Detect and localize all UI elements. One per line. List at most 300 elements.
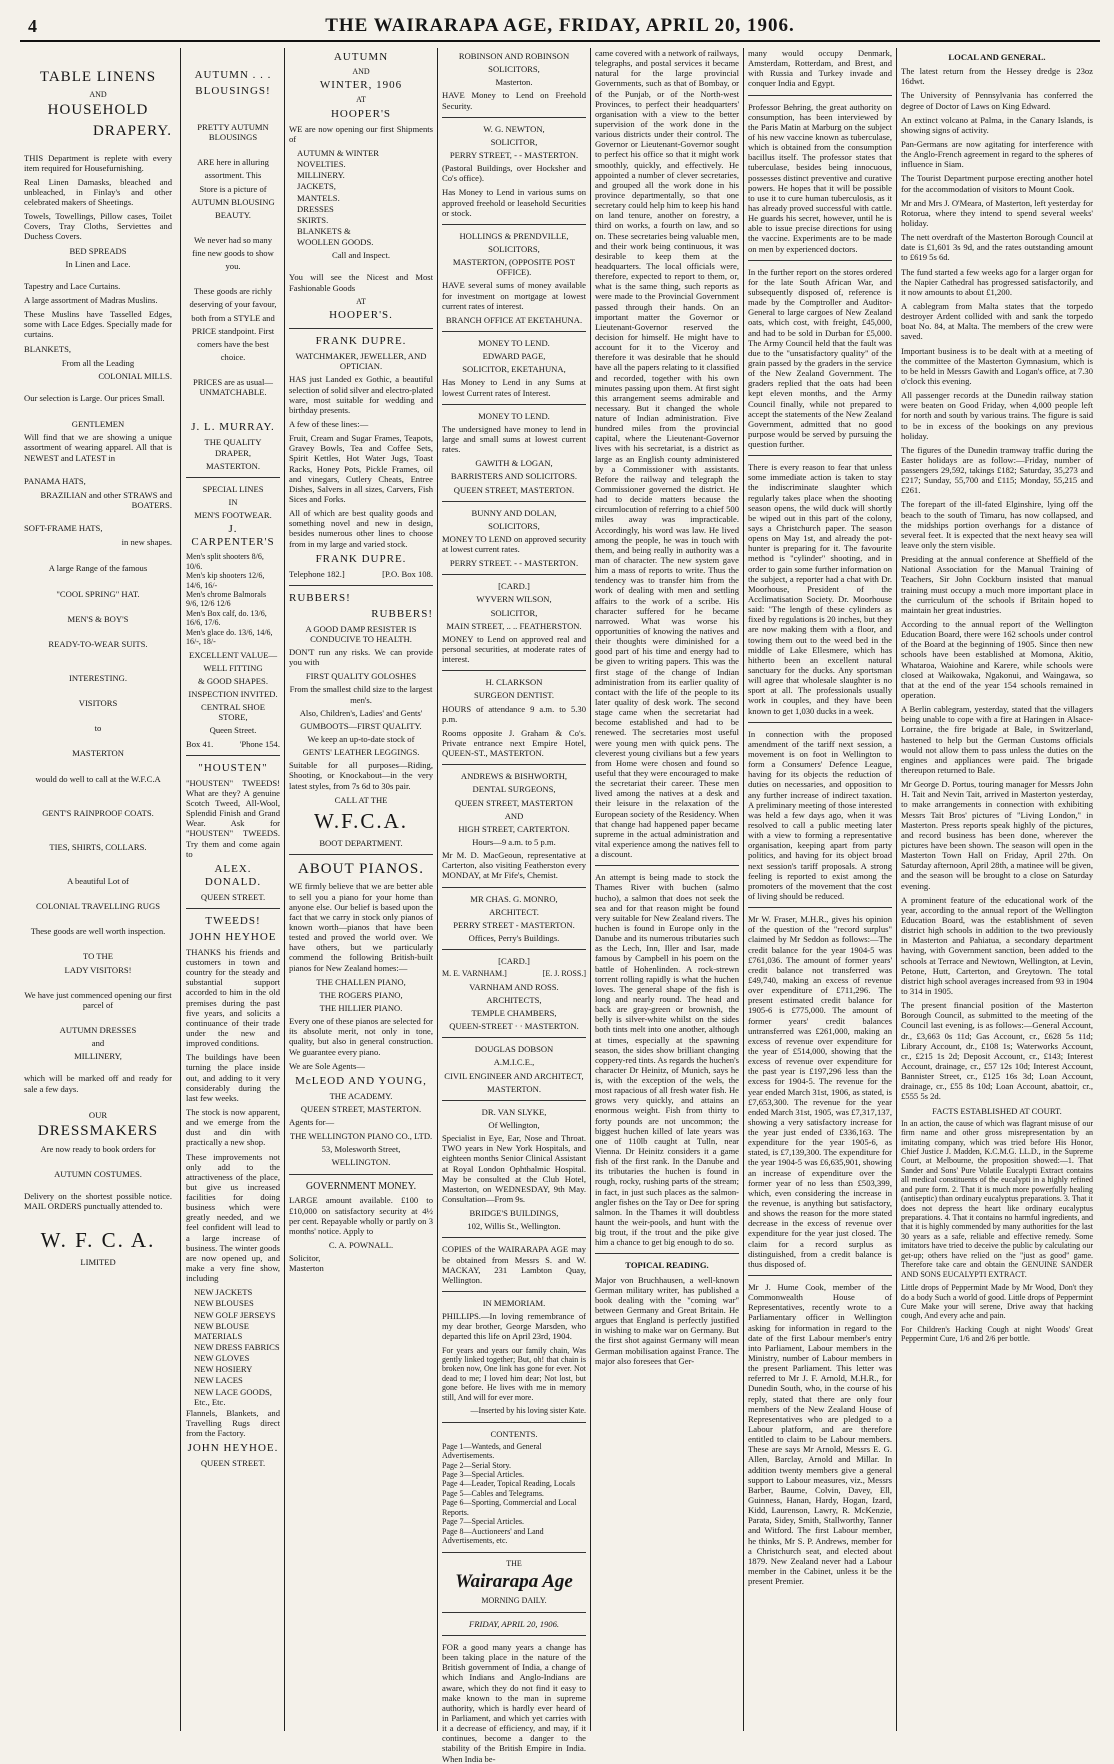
- ad-text: FIRST QUALITY GOLOSHES: [305, 671, 417, 682]
- editorial-masthead-title: Wairarapa Age: [455, 1570, 573, 1592]
- ad-text: Also, Children's, Ladies' and Gents': [299, 707, 423, 718]
- ad-text: Store is a picture of: [199, 183, 267, 194]
- card-text: Mr M. D. MacGeoun, representative at Carterton, also visiting Featherston every MONDAY, at Mr Fife's, Chemist.: [442, 850, 586, 881]
- ad-text: MILLINERY,: [74, 1051, 122, 1062]
- list-item: NEW GOLF JERSEYS: [194, 1309, 276, 1320]
- ad-heading: JOHN HEYHOE: [189, 930, 277, 943]
- ad-heading: AUTUMN: [333, 51, 389, 63]
- card-text: HOURS of attendance 9 a.m. to 5.30 p.m.: [442, 703, 586, 724]
- column-rule: [590, 48, 591, 1731]
- ad-text: In Linen and Lace.: [65, 258, 131, 269]
- ad-text: VISITORS: [78, 698, 118, 709]
- ad-text: Fruit, Cream and Sugar Frames, Teapots, Gravey Bowls, Tea and Coffee Sets, Spirit Kettles, Hot Water Jugs, Toast Racks, Honey Pots, Pickle Frames, oil and vinegars, Cutlery Cheats, Entree Dishes, Salvers in all sizes, Carvers, Fish Sices and Forks.: [289, 433, 433, 504]
- ad-text: THE WELLINGTON PIANO CO., LTD.: [289, 1131, 433, 1142]
- card-text: GAWITH & LOGAN,: [475, 458, 553, 469]
- card-text: ARCHITECT.: [489, 906, 539, 917]
- card-text: Rooms opposite J. Graham & Co's. Private entrance next Empire Hotel, QUEEN-ST., MASTERTON.: [442, 727, 586, 759]
- column-7-local-and-general: [901, 48, 1093, 1731]
- ad-text: 53, Molesworth Street,: [321, 1144, 401, 1155]
- card-text: SOLICITORS,: [488, 64, 540, 75]
- ad-text: [P.O. Box 108.: [382, 568, 433, 579]
- card-text: BRANCH OFFICE AT EKETAHUNA.: [445, 314, 583, 325]
- ad-text: These goods are richly: [193, 286, 273, 297]
- news-item: Little drops of Peppermint Made by Mr Wood, Don't they do a body Such a world of good. Little drops of Peppermint Cure Make your will serene, Drive away that hacking cough, And every ache and pain.: [901, 1283, 1093, 1321]
- column-rule: [896, 48, 897, 1731]
- ad-heading: SPECIAL LINES: [202, 483, 264, 494]
- news-item: For Children's Hacking Cough at night Woods' Great Peppermint Cure, 1/6 and 2/6 per bottle.: [901, 1324, 1093, 1344]
- contents-item: Page 4—Leader, Topical Reading, Locals: [442, 1479, 576, 1489]
- ad-text: 'Phone 154.: [239, 738, 280, 749]
- list-item: DRESSES: [297, 203, 334, 214]
- ad-text: Are now ready to book orders for: [40, 1143, 156, 1154]
- ad-text: THE CHALLEN PIANO,: [316, 976, 406, 987]
- ad-heading: LADY VISITORS!: [64, 964, 132, 975]
- ad-text: C. A. POWNALL.: [328, 1239, 394, 1250]
- ad-text: WATCHMAKER, JEWELLER, AND OPTICIAN.: [295, 351, 427, 372]
- card-text: Offices, Perry's Buildings.: [468, 933, 560, 943]
- card-text: [E. J. ROSS.]: [542, 969, 586, 979]
- ad-heading: J. L. MURRAY.: [191, 421, 275, 434]
- column-rule: [743, 48, 744, 1731]
- ad-heading: FRANK DUPRE.: [315, 335, 407, 348]
- ad-text: We never had so many: [193, 234, 273, 245]
- column-2-ads: [186, 48, 280, 1731]
- news-item: A cablegram from Malta states that the torpedo destroyer Ardent collided with and sank the torpedo boat No. 84, at Malta. The members of the crew were saved.: [901, 300, 1093, 342]
- card-text: SURGEON DENTIST.: [473, 690, 555, 701]
- ad-text: WELL FITTING: [203, 662, 263, 673]
- ad-text: A few of these lines:—: [289, 418, 369, 429]
- article-text: many would occupy Denmark, Amsterdam, Rotterdam, and Brest, and with Russia and Turkey invade and conquer India and Egypt.: [748, 48, 892, 89]
- article-text: In connection with the proposed amendment of the tariff next session, a movement is on foot in Wellington to form a Consumers' Defence League, having for its objects the reduction of duties on necessaries, and opposition to any further increase of indirect taxation. A preliminary meeting of those interested was held a few days ago, when it was resolved to call a public meeting later with a view to forming a representative organisation, keeping apart from party politics, and having for its object broad next session's tariff proposals. A strong feeling is reported to exist among the promoters of the movement that the cost of living should be reduced.: [748, 728, 892, 901]
- ad-text: A beautiful Lot of: [67, 875, 129, 886]
- list-item: WOOLLEN GOODS.: [297, 237, 374, 248]
- contents-item: Page 6—Sporting, Commercial and Local Reports.: [442, 1498, 577, 1517]
- card-text: A.M.I.C.E.,: [493, 1057, 535, 1068]
- ad-heading: "HOUSTEN": [198, 761, 268, 774]
- ad-text: HAS just Landed ex Gothic, a beautiful selection of solid silver and electro-plated ware, most suitable for wedding and birthday presents.: [289, 374, 433, 415]
- list-item: NEW BLOUSES: [194, 1298, 254, 1309]
- list-item: NEW GLOVES: [194, 1353, 250, 1364]
- ad-text: READY-TO-WEAR SUITS.: [48, 638, 148, 649]
- card-text: SOLICITOR,: [490, 136, 538, 147]
- ad-text: "HOUSTEN" TWEEDS! What are they? A genuine Scotch Tweed, All-Wool, Splendid Finish and Grand Wear. Ask for "HOUSTEN" TWEEDS. Try them and come again to: [186, 777, 280, 859]
- editorial-date: FRIDAY, APRIL 20, 1906.: [468, 1618, 560, 1629]
- ad-text: The buildings have been turning the place inside out, and adding to it very considerably during the last few weeks.: [186, 1052, 280, 1103]
- ad-text: OUR: [88, 1109, 108, 1120]
- ad-heading: RUBBERS!: [289, 591, 351, 604]
- ad-text: We keep an up-to-date stock of: [307, 733, 415, 744]
- page-number: 4: [28, 16, 37, 36]
- list-item: JACKETS,: [297, 181, 336, 192]
- ad-text: Flannels, Blankets, and Travelling Rugs direct from the Factory.: [186, 1407, 280, 1439]
- card-text: SOLICITOR,: [490, 607, 538, 618]
- card-heading: DR. VAN SLYKE,: [481, 1106, 547, 1117]
- ad-text: which will be marked off and ready for sale a few days.: [24, 1073, 172, 1094]
- card-text: [CARD.]: [498, 581, 530, 592]
- card-heading: BUNNY AND DOLAN,: [471, 507, 557, 518]
- ad-text: PRETTY AUTUMN BLOUSINGS: [197, 121, 269, 143]
- column-6-topical-reading: [748, 48, 892, 1731]
- ad-text: PRICES are as usual—UNMATCHABLE.: [193, 377, 273, 398]
- ad-heading: DRAPERY.: [92, 122, 172, 139]
- card-text: Has Money to Lend in any Sums at lowest Current rates of Interest.: [442, 377, 586, 398]
- ad-text: IN: [228, 497, 238, 507]
- ad-text: These goods are well worth inspection.: [30, 926, 166, 937]
- news-item: According to the annual report of the Wellington Education Board, there were 162 schools under control of the Board at the beginning of 1905. Since then new schools have been established at Momona, Akitio, Whataroa, Waiohine and Karere, while schools were closed at Waikowaka, Ngakonui, and Waingawa, so that at the end of the year 154 schools remained in operation.: [901, 619, 1093, 701]
- ad-text: AND: [352, 66, 370, 76]
- news-heading: FACTS ESTABLISHED AT COURT.: [932, 1105, 1062, 1116]
- card-text: [CARD.]: [498, 956, 530, 967]
- card-text: BARRISTERS AND SOLICITORS.: [450, 471, 578, 482]
- column-4-professional-cards: [442, 48, 586, 1764]
- ad-heading: ABOUT PIANOS.: [297, 860, 425, 877]
- list-item: NEW HOSIERY: [194, 1364, 253, 1375]
- ad-text: MASTERTON: [72, 748, 124, 759]
- ad-text: fine new goods to show: [192, 248, 274, 259]
- ad-heading: McLEOD AND YOUNG,: [295, 1074, 427, 1087]
- card-text: HIGH STREET, CARTERTON.: [458, 823, 570, 834]
- contents-item: Page 2—Serial Story.: [442, 1460, 512, 1470]
- card-text: MONEY TO LEND on approved security at lowest current rates.: [442, 533, 586, 555]
- ad-text: MEN'S FOOTWEAR.: [194, 510, 272, 521]
- card-heading: IN MEMORIAM.: [482, 1297, 546, 1308]
- card-text: SOLICITOR, EKETAHUNA,: [462, 364, 566, 375]
- ad-text: BOOT DEPARTMENT.: [319, 837, 403, 848]
- ad-text: Men's kip shooters 12/6, 14/6, 16/-: [186, 571, 265, 590]
- ad-heading: TWEEDS!: [205, 914, 261, 927]
- ad-text: THE QUALITY DRAPER,: [204, 437, 262, 458]
- card-heading: DOUGLAS DOBSON: [474, 1044, 554, 1055]
- ad-text: THIS Department is replete with every item required for Housefurnishing.: [24, 152, 172, 173]
- card-heading: W. G. NEWTON,: [483, 123, 545, 134]
- card-text: M. E. VARNHAM.]: [442, 969, 507, 979]
- ad-text: Our selection is Large. Our prices Small.: [24, 393, 165, 404]
- ad-text: WELLINGTON.: [331, 1157, 391, 1168]
- news-item: Presiding at the annual conference at Sheffield of the National Association for the Manual Training of Teachers, Sir John Cockburn insisted that manual training must occupy a much more important place in the curriculum of the schools if Britain hoped to maintain her great industries.: [901, 554, 1093, 615]
- ad-text: PRICE standpoint. First: [191, 325, 275, 336]
- card-text: BRIDGE'S BUILDINGS,: [469, 1208, 559, 1219]
- card-heading: WYVERN WILSON,: [476, 594, 552, 605]
- card-text: PERRY STREET - MASTERTON.: [453, 919, 575, 930]
- ad-text: Queen Street.: [209, 725, 257, 736]
- news-item: Mr George D. Portus, touring manager for Messrs John H. Tait and Nevin Tait, arrived in Masterton yesterday, to make arrangements in connection with exhibiting Messrs Tait Bros' pictures of "Living London," in Masterton. Press reports speak highly of the pictures, and record business has been done, wherever the pictures have been shown. The season will open in the Masterton Town Hall on Friday, April 27th. On Saturday afternoon, April 28th, a matinee will be given, and the season will be brought to a close on Saturday evening.: [901, 779, 1093, 891]
- card-text: QUEEN STREET, MASTERTON: [454, 797, 574, 808]
- card-text: PERRY STREET. - - MASTERTON.: [449, 558, 579, 569]
- ad-heading: HOUSEHOLD: [47, 102, 149, 119]
- card-text: SOLICITORS,: [488, 243, 540, 254]
- ad-heading: DRESSMAKERS: [37, 1122, 159, 1139]
- ad-text: you.: [225, 261, 241, 272]
- card-text: Has Money to Lend in various sums on approved freehold or leasehold Securities or stock.: [442, 187, 586, 218]
- ad-text: "COOL SPRING" HAT.: [56, 588, 140, 599]
- ad-text: COLONIAL TRAVELLING RUGS: [36, 901, 160, 912]
- ad-text: TIES, SHIRTS, COLLARS.: [49, 841, 147, 852]
- editorial-text: FOR a good many years a change has been taking place in the nature of the British government of India, a change of which Indians and Anglo-Indians are aware, which they do not find it easy to make known to the man in supreme authority, which is hardly ever heard of in Parliament, and which yet carries with it a decrease of efficiency, and may, if it continues, become a danger to the stability of the British Empire in India. When India be-: [442, 1641, 586, 1764]
- ad-text: Telephone 182.]: [289, 568, 345, 579]
- ad-text: All of which are best quality goods and something novel and new in design, besides numerous other lines to choose from in my large and varied stock.: [289, 508, 433, 549]
- contents-item: Page 7—Special Articles.: [442, 1517, 524, 1527]
- ad-text: QUEEN STREET.: [200, 891, 266, 902]
- ad-heading: ALEX. DONALD.: [204, 862, 262, 888]
- card-text: 102, Willis St., Wellington.: [467, 1221, 561, 1232]
- ad-heading: WINTER, 1906: [319, 79, 403, 92]
- ad-text: both from a STYLE and: [191, 312, 275, 323]
- ad-text: BRAZILIAN and other STRAWS and BOATERS.: [40, 489, 172, 511]
- ad-text: Men's split shooters 8/6, 10/6.: [186, 552, 264, 571]
- ad-text: WE are now opening our first Shipments of: [289, 123, 433, 144]
- card-text: PHILLIPS.—In loving remembrance of my dear brother, George Marsden, who departed this life on April 23rd, 1904.: [442, 1311, 586, 1342]
- ad-text: Men's glace do. 13/6, 14/6, 16/-, 18/-: [186, 627, 273, 647]
- ad-text: We have just commenced opening our first parcel of: [24, 989, 172, 1010]
- card-text: Of Wellington,: [488, 1119, 540, 1130]
- ad-text: MASTERTON.: [206, 460, 260, 471]
- ad-text: PANAMA HATS,: [24, 475, 86, 486]
- news-item: The University of Pennsylvania has conferred the degree of Doctor of Laws on King Edward.: [901, 90, 1093, 111]
- ad-text: THE ACADEMY.: [329, 1090, 393, 1101]
- news-item: The latest return from the Hessey dredge is 23oz 16dwt.: [901, 66, 1093, 87]
- card-heading: MR CHAS. G. MONRO,: [470, 893, 558, 904]
- ad-text: GUMBOOTS—FIRST QUALITY.: [300, 720, 422, 731]
- card-text: MONEY to Lend on approved real and personal securities, at moderate rates of interest.: [442, 633, 586, 665]
- ad-text: Agents for—: [289, 1117, 335, 1128]
- card-text: SOLICITORS,: [488, 520, 540, 531]
- section-heading: LOCAL AND GENERAL.: [948, 52, 1046, 62]
- card-text: EDWARD PAGE,: [482, 351, 546, 362]
- column-rule: [284, 48, 285, 1731]
- card-text: HAVE Money to Lend on Freehold Security.: [442, 90, 586, 111]
- card-text: MASTERTON, (OPPOSITE POST OFFICE).: [452, 257, 576, 278]
- ad-text: INSPECTION INVITED.: [188, 689, 278, 700]
- ad-text: assortment. This: [204, 170, 262, 181]
- column-rule: [180, 48, 181, 1731]
- ad-text: AND: [89, 89, 107, 99]
- ad-text: COLONIAL MILLS.: [98, 370, 172, 381]
- news-item: Mr and Mrs J. O'Meara, of Masterton, left yesterday for Rotorua, where they intend to spend several weeks' holiday.: [901, 197, 1093, 228]
- list-item: NEW LACE GOODS, Etc., Etc.: [194, 1386, 272, 1407]
- card-text: ARCHITECTS,: [486, 994, 542, 1005]
- ad-text: A GOOD DAMP RESISTER IS CONDUCIVE TO HEALTH.: [305, 623, 417, 644]
- ad-text: We are Sole Agents—: [289, 1060, 365, 1071]
- card-text: QUEEN-STREET · · MASTERTON.: [449, 1021, 579, 1032]
- ad-heading: W.F.C.A.: [313, 808, 409, 833]
- ad-text: and: [91, 1038, 105, 1049]
- card-text: AND: [504, 810, 524, 821]
- ad-text: Will find that we are showing a unique assortment of wearing apparel. All that is NEWEST and LATEST in: [24, 432, 172, 463]
- column-5-editorial: [595, 48, 739, 1731]
- list-item: NEW JACKETS: [194, 1287, 253, 1298]
- ad-text: A large assortment of Madras Muslins.: [24, 295, 158, 306]
- ad-text: TO THE: [83, 951, 113, 962]
- card-heading: VARNHAM AND ROSS.: [469, 981, 559, 992]
- editorial-masthead: THE: [506, 1558, 522, 1568]
- ad-text: Masterton: [289, 1263, 324, 1274]
- article-text: There is every reason to fear that unless some immediate action is taken to stay the indiscriminate slaughter which regularly takes place when the shooting season opens, the wild duck will shortly be wiped out in this part of the colony, says a Christchurch paper. The season opens on May 1st, and already the pot-hunter is preparing for it. The favourite method is "cylinder" shooting, and in order to gain some further information on the subject, a reporter had a chat with Dr. Moorhouse, President of the Acclimatisation Society. Dr. Moorhouse said: "The length of these cylinders as fixed by regulations is 20 inches, but they are now making them with a floor, and towing them out to the weed bed in the middle of Lake Ellesmere, which has hitherto been an excellent natural sanctuary for the ducks. Any sportsman will agree that wholesale slaughter is no sport at all. The professionals usually work in couples, and they have been known to get 1,030 ducks in a week.: [748, 462, 892, 716]
- ad-heading: HOOPER'S: [330, 107, 392, 120]
- article-text: Mr W. Fraser, M.H.R., gives his opinion of the question of the "record surplus" claimed by Mr Seddon as follows:—The credit balance for the year 1904-5 was £761,036. The amount of former years' credit balance not transferred was £49,740, making an excess of revenue over expenditure of £711,296. The present estimated credit balance for 1905-6 is £775,000. The amount of former years' credit balances untransferred was £261,000, making an excess of revenue over expenditure for the year of £514,000, showing that the excess of revenue over expenditure for the past year is £197,296 less than the excess for 1904-5. The revenue for the year ended March 31st, 1906, as stated, is £7,653,300. The revenue for the year ended March 31st, 1905, was £7,317,137, showing a very satisfactory increase for the year just ended of £336,163. The expenditure for the year 1905-6, as stated, is £7,139,300. The expenditure for the year 1904-5 was £6,635,901, showing an increase of expenditure over the former year of no less than £503,399, which, even considering the increase in the revenue, is anything but satisfactory, and shows the reason for the more stated decrease in the excess of revenue over expenditure for the year just closed. The claim for a record surplus as distinguished, from a credit balance is thus disposed of.: [748, 914, 892, 1269]
- card-text: Specialist in Eye, Ear, Nose and Throat. TWO years in New York Hospitals, and eighteen months Senior Clinical Assistant at Royal London Ophthalmic Hospital. May be consulted at the Club Hotel, Masterton, on WEDNESDAY, 9th May. Consultation—From 9s.: [442, 1133, 586, 1204]
- card-text: CIVIL ENGINEER AND ARCHITECT,: [444, 1070, 584, 1081]
- article-text: In the further report on the stores ordered for the late South African War, and subsequently disposed of, reference is made by the Comptroller and Auditor-General to large cargoes of New Zealand oats, which cost, with freight, £45,000, and had to be sold in Durban for £5,000. The Army Council held that the fault was due to the "unsatisfactory quality" of the grain passed by the graders in the service of the New Zealand Government. The graders replied that the oats had been kept eleven months, and the Army Council finally, while not prepared to accept the statements of the New Zealand Government, admitted that no good purpose would be served by pursuing the question further.: [748, 266, 892, 450]
- list-item: NEW LACES: [194, 1375, 243, 1386]
- ad-text: LIMITED: [80, 1256, 116, 1267]
- ad-text: in new shapes.: [121, 537, 172, 548]
- ad-text: From all the Leading: [61, 357, 135, 368]
- ad-text: EXCELLENT VALUE—: [188, 649, 278, 660]
- news-item: The forepart of the ill-fated Elginshire, lying off the beach to the south of Timaru, has now collapsed, and the midships portion overhangs for a distance of several feet. It is expected that the next heavy sea will leave only the stern visible.: [901, 499, 1093, 551]
- ad-heading: W. F. C. A.: [40, 1228, 156, 1253]
- card-text: The undersigned have money to lend in large and small sums at lowest current rates.: [442, 423, 586, 455]
- list-item: NEW BLOUSE MATERIALS: [194, 1320, 249, 1341]
- contents-item: Page 5—Cables and Telegrams.: [442, 1488, 544, 1498]
- ad-text: AT: [356, 296, 366, 306]
- ad-text: LARGE amount available. £100 to £10,000 on satisfactory security at 4½ per cent. Repayable wholly or partly on 3 months' notice. Apply to: [289, 1195, 433, 1236]
- ad-text: BEAUTY.: [215, 209, 251, 220]
- card-text: HAVE several sums of money available for investment on mortgage at lowest current rates of interest.: [442, 280, 586, 311]
- contents-item: Page 8—Auctioneers' and Land Advertisements, etc.: [442, 1526, 544, 1546]
- ad-text: THANKS his friends and customers in town and country for the steady and substantial support accorded to him in the old premises during the past five years, and solicits a continuance of their trade under the new and improved conditions.: [186, 946, 280, 1049]
- ad-text: Real Linen Damasks, bleached and unbleached, in Finlay's and other celebrated makers of Sheetings.: [24, 176, 172, 208]
- news-item: Important business is to be dealt with at a meeting of the committee of the Masterton Gymnasium, which is to be held in Messrs Gawith and Logan's office, at 7.30 o'clock this evening.: [901, 345, 1093, 386]
- article-text: Major von Bruchhausen, a well-known German military writer, has published a book dealing with the "coming war" between Germany and Great Britain. He argues that England is perfectly justified in wishing to make war on Germany. But the first shot against Germany will mean German mobilisation against France. The major also foresees that Ger-: [595, 1274, 739, 1366]
- ad-text: BLANKETS,: [24, 343, 72, 354]
- ad-text: choice.: [220, 352, 246, 363]
- card-text: DENTAL SURGEONS,: [472, 784, 556, 795]
- ad-text: Tapestry and Lace Curtains.: [24, 280, 121, 291]
- ad-text: These improvements not only add to the attractiveness of the place, but give us increased facilities for doing business which were greatly needed, and we feel confident will lead to a large increase of business. The winter goods are now opened up, and make a very fine show, including: [186, 1151, 280, 1284]
- ad-heading: J. CARPENTER'S: [191, 523, 275, 549]
- ad-heading: GOVERNMENT MONEY.: [305, 1180, 417, 1192]
- card-text: MAIN STREET, .. .. FEATHERSTON.: [446, 620, 582, 631]
- news-item: The fund started a few weeks ago for a larger organ for the Napier Cathedral has progressed satisfactorily, and it now amounts to about £1,200.: [901, 266, 1093, 297]
- list-item: SKIRTS.: [297, 214, 329, 225]
- contents-item: Page 3—Special Articles.: [442, 1470, 524, 1480]
- card-heading: MONEY TO LEND.: [478, 337, 550, 348]
- ad-text: BED SPREADS: [69, 245, 127, 256]
- ad-text: & GOOD SHAPES.: [198, 675, 268, 686]
- ad-text: THE ROGERS PIANO,: [319, 989, 403, 1000]
- ad-text: AT: [356, 95, 366, 105]
- ad-text: A large Range of the famous: [48, 563, 148, 574]
- news-item: The Tourist Department purpose erecting another hotel for the accommodation of visitors to Mount Cook.: [901, 173, 1093, 194]
- card-heading: HOLLINGS & PRENDVILLE,: [459, 230, 569, 241]
- ad-text: You will see the Nicest and Most Fashionable Goods: [289, 272, 433, 293]
- news-item: In an action, the cause of which was flagrant misuse of our firm name and other gross misrepresentation by an imitating company, which was tried before His Honor, Chief Justice J. Madden, K.C.M.G. LL.D., in the Supreme Court, at Melbourne, the proposition showed:—1. That Sander and Sons' Pure Volatile Eucalypti Extract contains all medical constituents of the eucalypti in a highly refined and pure form. 2. That it is much more powerfully healing (antiseptic) than ordinary eucalyptus preparations. 3. That it does not depress the heart like ordinary eucalyptus preparations. 4. That it contains no harmful ingredients, and that it is highly commended by many authorities for the last 30 years as a safe, reliable and effective remedy. Some imitators have tried to deceive the public by calculating our get-up; others have relied on the "just as good" game. Therefore take care and obtain the GENUINE SANDER AND SONS EUCALYPTI EXTRACT.: [901, 1118, 1093, 1279]
- ad-text: QUEEN STREET, MASTERTON.: [300, 1103, 422, 1114]
- card-heading: ANDREWS & BISHWORTH,: [460, 771, 568, 782]
- ad-text: WE firmly believe that we are better able to sell you a piano for your home than anyone else. Our belief is based upon the fact that we carry in stock only pianos of known worth—pianos that have been tested and proved the world over. We have others, but we particularly commend the following British-built pianos for New Zealand homes:—: [289, 881, 433, 973]
- news-item: The present financial position of the Masterton Borough Council, as submitted to the meeting of the Council last evening, is as follows:—General Account, dr., £3,663 0s 11d; Gas Account, cr., £628 5s 11d; Library Account, dr., £108 1s; Waterworks Account, cr., £215 1s 2d; Deposit Account, cr., £143; Interest Account, drainage, cr., £57 12s 10d; Interest Account, Bannister Street, cr., £125 16s 3d; Loan Account, drainage, cr., £55 8s 10d; Loan Account, abattoir, cr., £555 5s 2d.: [901, 1000, 1093, 1102]
- ad-text: Delivery on the shortest possible notice. MAIL ORDERS punctually attended to.: [24, 1190, 172, 1211]
- news-item: The nett overdraft of the Masterton Borough Council at date is £1,601 3s 9d, and the rates outstanding amount to £619 5s 6d.: [901, 232, 1093, 263]
- article-text: An attempt is being made to stock the Thames River with buchen (salmo hucho), a salmon that does not seek the sea and for that reason might be found very suitable for New Zealand rivers. The huchen is found in Europe only in the Danube and its numerous tributaries such as the Lech, Inn, Iller and Isar, made famous by Campbell in his poem on the battle of Hohenlinden. A rock-strewn torrent rolling rapidly is what the huchen loves. The general shape of the fish is long and nearly round. The head and back are gray-green or brownish, the belly is silver-white whilst on the sides both tints melt into one another, although at times, especially at the spawning season, the sides show brilliant changing coppery-red tints. As regards the huchen's character Dr Heinitz, of Munich, says he is, with the exception of the wels, the most rapacious of all fresh water fish. He grows very quickly, and attains an enormous weight. Fish from thirty to forty pounds are not uncommon; the biggest huchen killed of late years was one of 110lb caught at Tulln, near Vienna. Dr Heinitz considers it a game fish of the first rank. In the Danube and its tributaries the huchen is found in rough, rocky, rushing parts of the stream; in fact, in just such places as the salmon-angler fishes on the Tay or Dee for spring salmon. In the Thames it will doubtless haunt the weir-pools, and hunt with the big trout, if the trout and the pike give him a chance to get big enough to do so.: [595, 872, 739, 1248]
- card-text: TEMPLE CHAMBERS,: [471, 1008, 557, 1018]
- news-item: The figures of the Dunedin tramway traffic during the Easter holidays are as follow:—Friday, number of passengers 29,592, takings £182; Saturday, 35,273 and £217; Sunday, 55,700 and £115; Monday, 55,215 and £261.: [901, 444, 1093, 496]
- ad-text: THE HILLIER PIANO.: [319, 1002, 403, 1013]
- ad-text: QUEEN STREET.: [200, 1458, 266, 1469]
- ad-heading: JOHN HEYHOE.: [187, 1442, 279, 1455]
- list-item: NEW DRESS FABRICS: [194, 1342, 280, 1353]
- list-item: MANTELS.: [297, 192, 340, 203]
- editorial-masthead: MORNING DAILY.: [481, 1596, 547, 1606]
- news-item: A Berlin cablegram, yesterday, stated that the villagers being unable to cope with a fire at Haringen in Alsace-Lorraine, the fire brigade at Bale, in Switzerland, hastened to help but the German Customs officials would not allow them to pass unless the duties on the engines and appliances were paid. The brigade thereupon returned to Bale.: [901, 704, 1093, 775]
- ad-text: comers have the best: [197, 338, 269, 349]
- list-item: NOVELTIES.: [297, 159, 346, 170]
- card-text: PERRY STREET, - - MASTERTON.: [449, 149, 579, 160]
- ad-heading: AUTUMN . . .: [194, 69, 272, 81]
- ad-text: DON'T run any risks. We can provide you with: [289, 646, 433, 668]
- newspaper-title: THE WAIRARAPA AGE, FRIDAY, APRIL 20, 1906.: [325, 15, 795, 36]
- ad-text: deserving of your favour,: [189, 299, 277, 310]
- article-text: Mr J. Hume Cook, member of the Commonwealth House of Representatives, recently wrote to a Parliamentary officer in Wellington asking for information in regard to the date of the first Labour member's entry into Parliament, Labour members in the Ministry, number of Labour members in the present Parliament. This letter was referred to Mr J. F. Arnold, M.H.R., for Dunedin South, who, in the course of his reply, stated that there are only four members of the New Zealand House of Representatives who are pledged to a Labour platform, and are therefore entitled to claim to be Labour members. These are says Mr Arnold, Messrs E. G. Allen, Barclay, Arnold and Millar. In addition twenty members give a general support to Labour measures, viz., Messrs Barber, Baume, Colvin, Davey, Ell, Guinness, Hanan, Hardy, Hogan, Izard, Kidd, Laurenson, Lawry, R. McKenzie, Parata, Sidey, Smith, Stallworthy, Tanner and Witford. The first Labour member, he thinks, Mr S. P. Andrews, member for a Christchurch seat, and elected about 1879. New Zealand never had a Labour member in the Cabinet, unless it be the present Premier.: [748, 1282, 892, 1587]
- ad-text: Solicitor,: [289, 1253, 321, 1264]
- editorial-text: came covered with a network of railways, telegraphs, and postal services it became natural for the large provincial Governments, such as that of Bombay, or of the Punjab, or of the North-west Provinces, to perfect their headquarters' organisation with a view to the better supervision of the work done in the various districts under their control. The Governor or Lieutenant-Governor sought to perfect his office so that it might work smoothly, quickly, and effectively. He appointed a number of clever secretaries, and grouped all the work done in his province departmentally, so that one secretary could help him to keep his hand on land tenure, another on forestry, a third on works, a fourth on law, and so on. These secretaries being valuable men, and their work being continuous, it was desirable to keep them at the headquarters. The local officials were, therefore, expected to report to them, or, what is the same thing, such reports as were made to the Provincial Government passed through their hands. On an important matter the Governor or Lieutenant-Governor reserved the decision for himself. He might have to account for it to the Viceroy and therefore it was desirable that he should have all the papers relating to it classified and recorded, together with his own minutes passing upon them. At first sight this arrangement seems admirable and necessary. But it changed the whole nature of Indian administration. Five hundred miles from the provincial capital, where the Lieutenant-Governor lives with his secretariat, is a district as large as an English county administered by a Commissioner with assistants. Before the railway and telegraph the Commissioner governed the district. He had to decide matters because the circumlocution of referring to a chief 500 miles away was impracticable. Accordingly, his word was law. He lived among the people, he was in touch with them, and being really in authority was a man of character. The new system gave him a mass of reports to write. Thus the tendency was to transfer him from the work of dealing with men and settling affairs to the work of a scribe. His character suffered for he became narrowed. What was worse his opportunities of knowing the natives and their thoughts were diminished for a good part of his time and energy had to be given to writing papers. This was the first stage of the change of Indian administration from its earlier quality of contact with the life of the people to its later quality of desk work. The second stage came when the secretariat had become established and had to be renewed. The secretaries most useful were young men with quick pens. The cleverest young civilians but a few years from Home were chosen and found so useful that they were encouraged to make the secretariat their career. These men lived among the natives at a desk and their leisure in the relaxation of the European society of the Residency. When that change had happened paper became supreme in the actual administration and vital experience among the natives fell to a discount.: [595, 48, 739, 860]
- ad-text: AUTUMN COSTUMES.: [54, 1168, 142, 1179]
- card-heading: MONEY TO LEND.: [478, 410, 550, 421]
- column-rule: [437, 48, 438, 1731]
- news-item: Pan-Germans are now agitating for interference with the Anglo-French agreement in regard to the spheres of influence in Siam.: [901, 138, 1093, 170]
- masthead: [20, 15, 1100, 42]
- card-heading: H. CLARKSON: [485, 677, 543, 688]
- news-item: An extinct volcano at Palma, in the Canary Islands, is showing signs of activity.: [901, 114, 1093, 135]
- ad-text: Every one of these pianos are selected for its absolute merit, not only in tone, quality, but also in general construction. We guarantee every piano.: [289, 1016, 433, 1057]
- column-1-drapery-ad: [24, 48, 172, 1731]
- list-item: MILLINERY.: [297, 170, 345, 181]
- ad-text: SOFT-FRAME HATS,: [24, 523, 103, 534]
- card-text: Masterton.: [495, 77, 533, 88]
- ad-text: Men's chrome Balmorals 9/6, 12/6 12/6: [186, 589, 267, 609]
- news-item: A prominent feature of the educational work of the year, according to the annual report of the Wellington Education Board, was the establishment of seven district high schools in addition to the two previously in Masterton and Pahiatua, a secondary department having, with Government sanction, been added to the schools at Terrace and Newtown, Wellington, at Levin, Petone, Hutt, Carterton, and Greytown. The total district high school averages increased from 93 in 1904 to 314 in 1905.: [901, 894, 1093, 996]
- ad-text: GENT'S RAINPROOF COATS.: [42, 807, 154, 818]
- ad-heading: FRANK DUPRE.: [315, 552, 407, 565]
- ad-text: Box 41.: [186, 738, 214, 749]
- card-text: QUEEN STREET, MASTERTON.: [453, 484, 575, 495]
- ad-text: ARE here in alluring: [197, 157, 269, 168]
- ad-text: Suitable for all purposes—Riding, Shooting, or Knockabout—in the very latest styles, from 7s 6d to 30s pair.: [289, 760, 433, 791]
- card-text: (Pastoral Buildings, over Hocksher and Co's office).: [442, 163, 586, 184]
- ad-heading: RUBBERS!: [371, 607, 433, 620]
- card-heading: ROBINSON AND ROBINSON: [458, 51, 570, 61]
- card-heading: CONTENTS.: [490, 1428, 538, 1439]
- ad-text: would do well to call at the W.F.C.A: [35, 773, 161, 784]
- ad-text: to: [94, 723, 102, 734]
- card-text: For years and years our family chain, Was gently linked together; But, oh! that chain is broken now, One link has gone for ever. Not dead to me; I loved him dear; Not lost, but gone before. He lives with me in memory still, And will for ever more.: [442, 1345, 586, 1402]
- news-item: All passenger records at the Dunedin railway station were beaten on Good Friday, when 4,000 people left for north and south by various trains. The figure is said to be in excess of the bookings on any previous holiday.: [901, 390, 1093, 441]
- ad-text: These Muslins have Tasselled Edges, some with Lace Edges. Specially made for curtains.: [24, 309, 172, 340]
- ad-heading: BLOUSINGS!: [195, 84, 271, 97]
- card-text: —Inserted by his loving sister Kate.: [470, 1406, 586, 1416]
- column-3-ads: [289, 48, 433, 1731]
- ad-text: Call and Inspect.: [332, 250, 390, 261]
- card-text: COPIES of the WAIRARAPA AGE may be obtained from Messrs S. and W. MACKAY, 231 Lambton Quay, Wellington.: [442, 1244, 586, 1285]
- ad-text: MEN'S & BOY'S: [67, 613, 129, 624]
- contents-item: Page 1—Wanteds, and General Advertisements.: [442, 1441, 542, 1461]
- ad-text: From the smallest child size to the largest men's.: [289, 684, 433, 705]
- ad-text: CALL AT THE: [334, 794, 388, 805]
- ad-text: CENTRAL SHOE STORE,: [201, 702, 265, 723]
- ad-heading: GENTLEMEN: [71, 419, 125, 430]
- card-text: MASTERTON.: [487, 1083, 541, 1094]
- ad-text: Towels, Towellings, Pillow cases, Toilet Covers, Tray Cloths, Serviettes and Duchess Covers.: [24, 211, 172, 242]
- ad-text: AUTUMN BLOUSING: [191, 196, 275, 207]
- list-item: BLANKETS &: [297, 226, 351, 237]
- list-item: AUTUMN & WINTER: [297, 148, 379, 159]
- card-text: Hours—9 a.m. to 5 p.m.: [472, 837, 556, 848]
- article-text: Professor Behring, the great authority on consumption, has been interviewed by the Paris Matin at Marburg on the subject of his new vaccine known as tuberculase, which is obtained from the consumption bacillus itself. The professor states that tuberculase, besides being innocuous, possesses distinct preventive and curative powers. He hopes that it will be possible to use it to cure human tuberculosis, as it has already proved successful with cattle. He guards his secret, however, until he is able to issue precise directions for using the vaccine. Experiments are to be made on men by experienced doctors.: [748, 101, 892, 254]
- ad-text: The stock is now apparent, and we emerge from the dust and din with practically a new shop.: [186, 1106, 280, 1148]
- ad-heading: INTERESTING.: [69, 673, 127, 683]
- ad-text: GENTS' LEATHER LEGGINGS.: [302, 747, 420, 758]
- ad-text: Men's Box calf, do. 13/6, 16/6, 17/6.: [186, 608, 267, 628]
